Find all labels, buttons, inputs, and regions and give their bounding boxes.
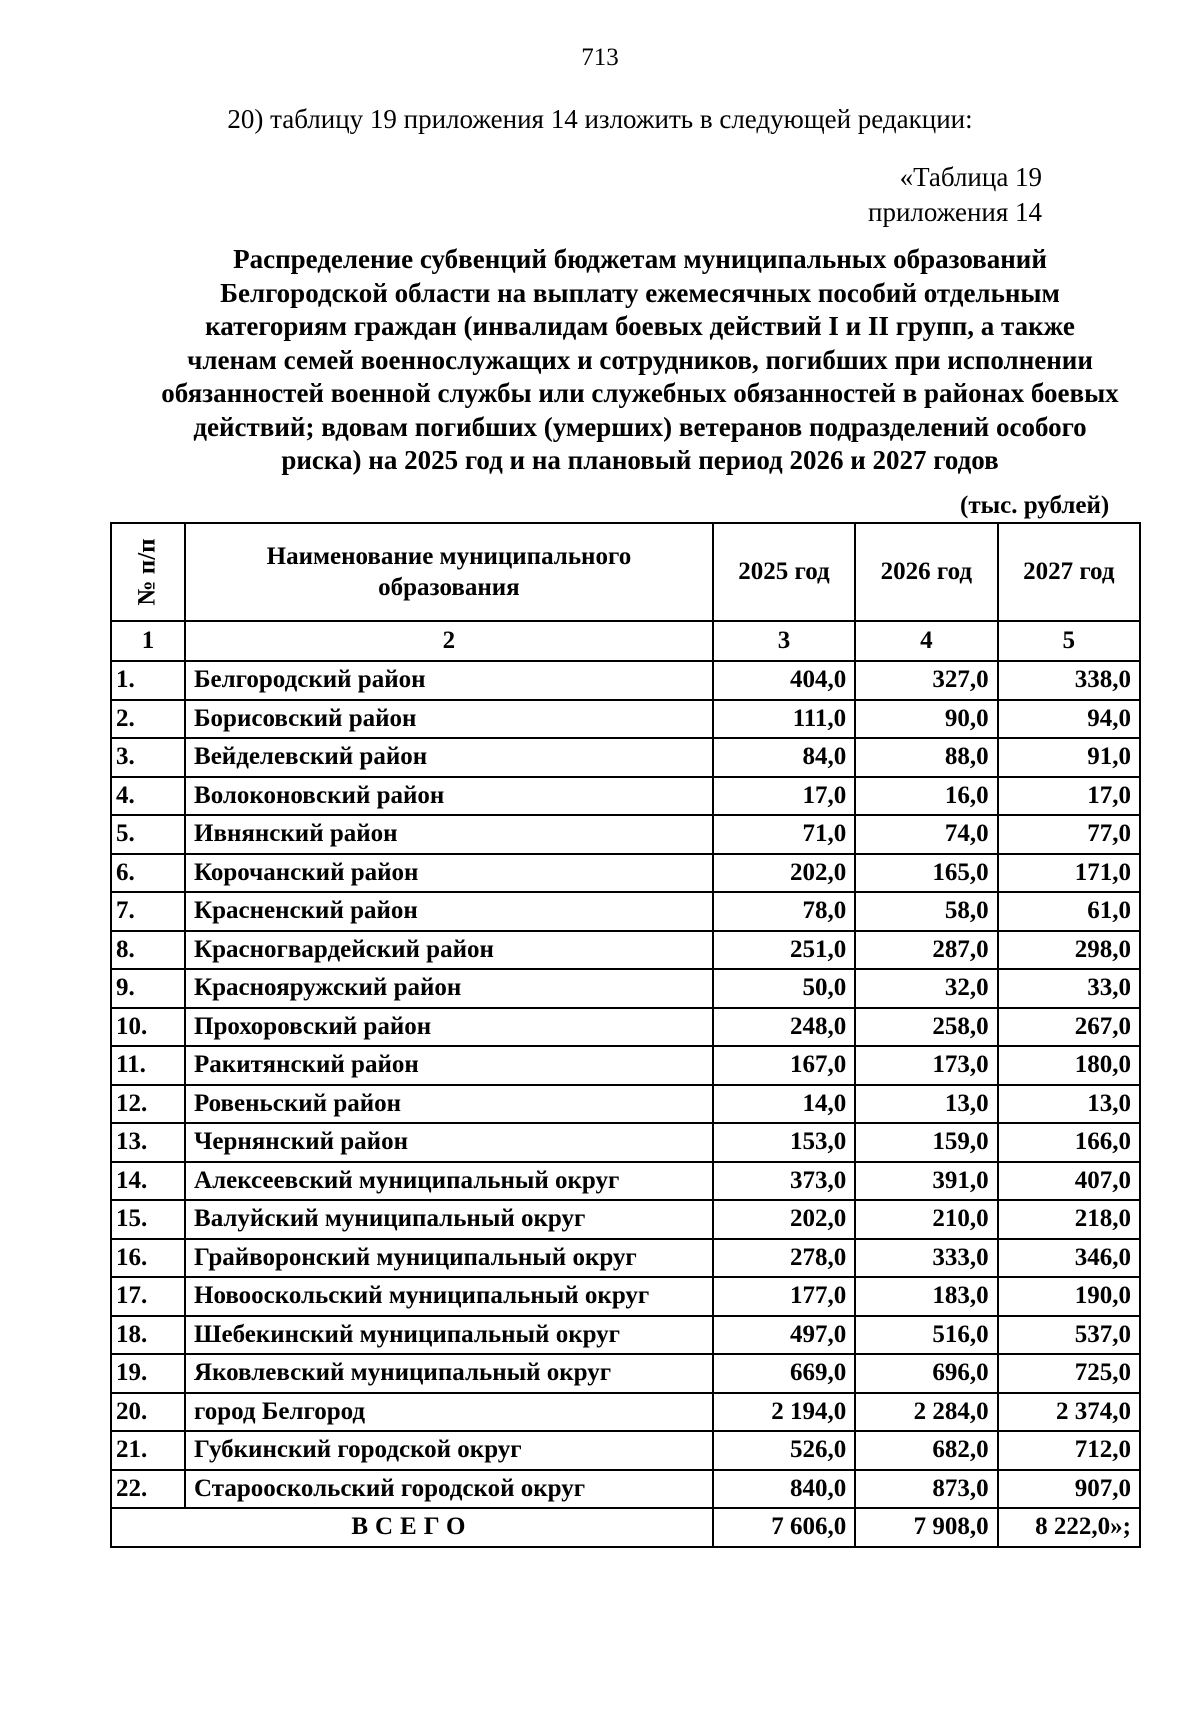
value-2025: 17,0 (713, 777, 855, 816)
title-line: Белгородской области на выплату ежемесячных пособий отдельным (220, 277, 1060, 308)
value-2025: 840,0 (713, 1470, 855, 1509)
column-numbers-row (111, 621, 1140, 661)
table-row (111, 700, 1140, 739)
value-2027: 91,0 (998, 738, 1140, 777)
header-2026: 2026 год (855, 523, 997, 621)
value-2027: 13,0 (998, 1085, 1140, 1124)
title-line: риска) на 2025 год и на плановый период 2026 и 2027 годов (281, 445, 999, 475)
table-row (111, 1162, 1140, 1201)
municipality-name: Валуйский муниципальный округ (185, 1200, 713, 1239)
header-name: Наименование муниципального образования (185, 523, 713, 621)
municipality-name: Красненский район (185, 892, 713, 931)
value-2025: 167,0 (713, 1046, 855, 1085)
total-label: ВСЕГО (111, 1508, 713, 1547)
row-number: 8. (111, 931, 185, 970)
row-number: 16. (111, 1239, 185, 1278)
municipality-name: Корочанский район (185, 854, 713, 893)
municipality-name: Вейделевский район (185, 738, 713, 777)
value-2026: 327,0 (855, 661, 997, 700)
value-2027: 298,0 (998, 931, 1140, 970)
value-2027: 267,0 (998, 1008, 1140, 1047)
value-2026: 88,0 (855, 738, 997, 777)
value-2025: 153,0 (713, 1123, 855, 1162)
municipality-name: Борисовский район (185, 700, 713, 739)
municipality-name: Белгородский район (185, 661, 713, 700)
value-2026: 32,0 (855, 969, 997, 1008)
total-2027: 8 222,0»; (998, 1508, 1140, 1547)
total-2025: 7 606,0 (713, 1508, 855, 1547)
municipality-name: Чернянский район (185, 1123, 713, 1162)
table-row (111, 777, 1140, 816)
value-2027: 907,0 (998, 1470, 1140, 1509)
units-note: (тыс. рублей) (960, 492, 1110, 519)
value-2025: 2 194,0 (713, 1393, 855, 1432)
value-2025: 78,0 (713, 892, 855, 931)
municipality-name: Грайворонский муниципальный округ (185, 1239, 713, 1278)
value-2027: 407,0 (998, 1162, 1140, 1201)
row-number: 15. (111, 1200, 185, 1239)
title-line: Распределение субвенций бюджетам муниципальных образований (233, 244, 1047, 274)
title-line: категориям граждан (инвалидам боевых действий I и II групп, а также (205, 311, 1075, 341)
value-2027: 17,0 (998, 777, 1140, 816)
value-2026: 2 284,0 (855, 1393, 997, 1432)
row-number: 17. (111, 1277, 185, 1316)
municipality-name: Старооскольский городской округ (185, 1470, 713, 1509)
row-number: 9. (111, 969, 185, 1008)
row-number: 7. (111, 892, 185, 931)
table-row (111, 1008, 1140, 1047)
value-2025: 84,0 (713, 738, 855, 777)
header-2027: 2027 год (998, 523, 1140, 621)
row-number: 14. (111, 1162, 185, 1201)
row-number: 6. (111, 854, 185, 893)
header-2025: 2025 год (713, 523, 855, 621)
row-number: 4. (111, 777, 185, 816)
value-2025: 404,0 (713, 661, 855, 700)
value-2026: 183,0 (855, 1277, 997, 1316)
municipality-name: Алексеевский муниципальный округ (185, 1162, 713, 1201)
total-row (111, 1508, 1140, 1547)
value-2025: 111,0 (713, 700, 855, 739)
table-row (111, 738, 1140, 777)
municipality-name: Краснояружский район (185, 969, 713, 1008)
table-row (111, 1431, 1140, 1470)
municipality-name: Яковлевский муниципальный округ (185, 1354, 713, 1393)
value-2026: 13,0 (855, 1085, 997, 1124)
table-row (111, 969, 1140, 1008)
value-2026: 58,0 (855, 892, 997, 931)
row-number: 22. (111, 1470, 185, 1509)
municipality-name: Ракитянский район (185, 1046, 713, 1085)
value-2027: 712,0 (998, 1431, 1140, 1470)
column-number: 5 (998, 621, 1140, 661)
table-row (111, 661, 1140, 700)
row-number: 11. (111, 1046, 185, 1085)
table-row (111, 1046, 1140, 1085)
value-2026: 516,0 (855, 1316, 997, 1355)
table-row (111, 1123, 1140, 1162)
value-2026: 258,0 (855, 1008, 997, 1047)
value-2025: 177,0 (713, 1277, 855, 1316)
table-row (111, 1470, 1140, 1509)
value-2027: 346,0 (998, 1239, 1140, 1278)
municipality-name: город Белгород (185, 1393, 713, 1432)
row-number: 1. (111, 661, 185, 700)
value-2026: 333,0 (855, 1239, 997, 1278)
table-row (111, 1277, 1140, 1316)
municipality-name: Прохоровский район (185, 1008, 713, 1047)
table-label-line2: приложения 14 (868, 197, 1043, 227)
column-number: 2 (185, 621, 713, 661)
column-number: 4 (855, 621, 997, 661)
value-2026: 682,0 (855, 1431, 997, 1470)
value-2025: 71,0 (713, 815, 855, 854)
value-2026: 159,0 (855, 1123, 997, 1162)
value-2025: 202,0 (713, 854, 855, 893)
value-2026: 696,0 (855, 1354, 997, 1393)
table-row (111, 1239, 1140, 1278)
title-line: членам семей военнослужащих и сотрудников, погибших при исполнении (187, 344, 1093, 375)
value-2027: 77,0 (998, 815, 1140, 854)
row-number: 3. (111, 738, 185, 777)
row-number: 5. (111, 815, 185, 854)
value-2025: 669,0 (713, 1354, 855, 1393)
value-2026: 165,0 (855, 854, 997, 893)
title-line: обязанностей военной службы или служебных обязанностей в районах боевых (161, 378, 1119, 408)
value-2026: 287,0 (855, 931, 997, 970)
municipality-name: Новооскольский муниципальный округ (185, 1277, 713, 1316)
value-2025: 14,0 (713, 1085, 855, 1124)
value-2027: 338,0 (998, 661, 1140, 700)
table-row (111, 854, 1140, 893)
table-label-line1: «Таблица 19 (899, 162, 1043, 192)
value-2027: 190,0 (998, 1277, 1140, 1316)
value-2026: 90,0 (855, 700, 997, 739)
municipality-name: Губкинский городской округ (185, 1431, 713, 1470)
table-header-row (111, 523, 1140, 621)
value-2027: 180,0 (998, 1046, 1140, 1085)
table-row (111, 815, 1140, 854)
value-2026: 173,0 (855, 1046, 997, 1085)
municipality-name: Ивнянский район (185, 815, 713, 854)
value-2026: 16,0 (855, 777, 997, 816)
municipality-name: Шебекинский муниципальный округ (185, 1316, 713, 1355)
header-num: № п/п (111, 523, 185, 621)
value-2025: 497,0 (713, 1316, 855, 1355)
column-number: 3 (713, 621, 855, 661)
total-2026: 7 908,0 (855, 1508, 997, 1547)
document-title (140, 243, 1140, 478)
table-row (111, 1393, 1140, 1432)
value-2025: 202,0 (713, 1200, 855, 1239)
row-number: 12. (111, 1085, 185, 1124)
value-2027: 537,0 (998, 1316, 1140, 1355)
value-2027: 725,0 (998, 1354, 1140, 1393)
municipality-name: Красногвардейский район (185, 931, 713, 970)
row-number: 19. (111, 1354, 185, 1393)
value-2027: 166,0 (998, 1123, 1140, 1162)
value-2026: 391,0 (855, 1162, 997, 1201)
municipality-name: Ровеньский район (185, 1085, 713, 1124)
value-2025: 278,0 (713, 1239, 855, 1278)
value-2025: 50,0 (713, 969, 855, 1008)
value-2027: 94,0 (998, 700, 1140, 739)
value-2026: 210,0 (855, 1200, 997, 1239)
table-row (111, 892, 1140, 931)
value-2025: 373,0 (713, 1162, 855, 1201)
value-2027: 61,0 (998, 892, 1140, 931)
row-number: 20. (111, 1393, 185, 1432)
row-number: 18. (111, 1316, 185, 1355)
value-2025: 251,0 (713, 931, 855, 970)
row-number: 2. (111, 700, 185, 739)
table-row (111, 931, 1140, 970)
value-2026: 873,0 (855, 1470, 997, 1509)
municipality-name: Волоконовский район (185, 777, 713, 816)
column-number: 1 (111, 621, 185, 661)
value-2027: 171,0 (998, 854, 1140, 893)
table-row (111, 1085, 1140, 1124)
row-number: 10. (111, 1008, 185, 1047)
value-2025: 526,0 (713, 1431, 855, 1470)
value-2026: 74,0 (855, 815, 997, 854)
value-2027: 2 374,0 (998, 1393, 1140, 1432)
table-label (868, 160, 1042, 230)
table-row (111, 1354, 1140, 1393)
table-row (111, 1316, 1140, 1355)
value-2027: 33,0 (998, 969, 1140, 1008)
value-2025: 248,0 (713, 1008, 855, 1047)
row-number: 13. (111, 1123, 185, 1162)
table-row (111, 1200, 1140, 1239)
subvention-table (110, 522, 1141, 1548)
page-number: 713 (581, 44, 619, 71)
title-line: действий; вдовам погибших (умерших) ветеранов подразделений особого (193, 411, 1087, 442)
row-number: 21. (111, 1431, 185, 1470)
instruction-text: 20) таблицу 19 приложения 14 изложить в следующей редакции: (227, 104, 973, 134)
value-2027: 218,0 (998, 1200, 1140, 1239)
